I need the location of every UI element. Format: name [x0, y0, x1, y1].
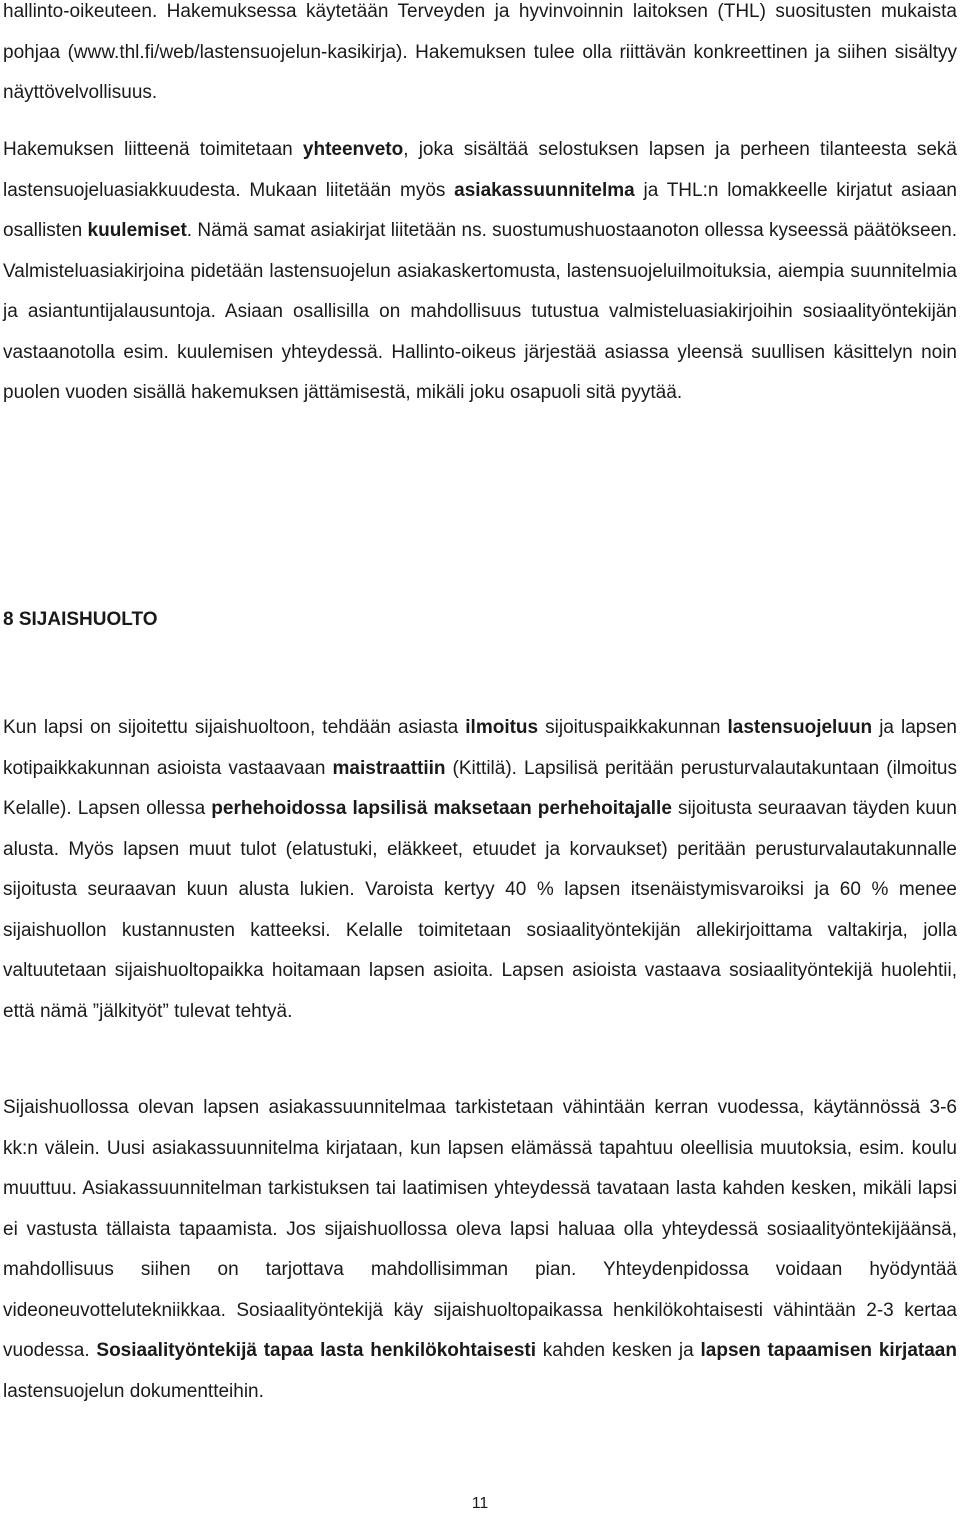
text-run: (Kittilä). Lapsilisä peritään perusturvalautakuntaan (ilmoitus Kelalle). Lapsen ollessa	[3, 757, 957, 819]
bold-term: Sosiaalityöntekijä tapaa lasta henkilökohtaisesti	[96, 1340, 536, 1361]
text-run: sijoituspaikkakunnan	[538, 717, 728, 738]
text-run: Sijaishuollossa olevan lapsen asiakassuunnitelmaa tarkistetaan vähintään kerran vuodessa, käytännössä 3-6 kk:n välein. Uusi asiakassuunnitelma kirjataan, kun lapsen elämässä tapahtuu oleellisia muutoksia, esim. koulu muuttuu. Asiakassuunnitelman tarkistuksen tai laatimisen yhteydessä tavataan lasta kahden kesken, mikäli lapsi ei vastusta tällaista tapaamista. Jos sijaishuollossa oleva lapsi haluaa olla yhteydessä sosiaalityöntekijäänsä, mahdollisuus siihen on tarjottava mahdollisimman pian. Yhteydenpidossa voidaan hyödyntää videoneuvottelutekniikkaa. Sosiaalityöntekijä käy sijaishuoltopaikassa henkilökohtaisesti vähintään 2-3 kertaa vuodessa.	[3, 1097, 957, 1361]
text-run: Kun lapsi on sijoitettu sijaishuoltoon, tehdään asiasta	[3, 717, 466, 738]
bold-term: kuulemiset	[87, 220, 187, 241]
text-run: Hakemuksen liitteenä toimitetaan	[3, 139, 303, 160]
bold-term: asiakassuunnitelma	[454, 179, 635, 201]
paragraph	[3, 1088, 957, 1412]
paragraph	[3, 130, 957, 414]
paragraph	[3, 708, 957, 1032]
text-run: kahden kesken ja	[536, 1340, 701, 1361]
page-number: 11	[471, 1495, 489, 1512]
bold-term: lapsen tapaamisen kirjataan	[700, 1340, 957, 1361]
text-run: lastensuojelun dokumentteihin.	[3, 1380, 264, 1402]
text-run: . Nämä samat asiakirjat liitetään ns. suostumushuostaanoton ollessa kyseessä päätökseen. Valmisteluasiakirjoina pidetään lastensuojelun asiakaskertomusta, lastensuojeluilmoituksia, aiempia suunnitelmia ja asiantuntijalausuntoja. Asiaan osallisilla on mahdollisuus tutustua valmisteluasiakirjoihin sosiaalityöntekijän vastaanotolla esim. kuulemisen yhteydessä. Hallinto-oikeus järjestää asiassa yleensä suullisen käsittelyn noin puolen vuoden sisällä hakemuksen jättämisestä, mikäli joku osapuoli sitä pyytää.	[3, 220, 957, 403]
text-run: ja lapsen kotipaikkakunnan asioista vastaavaan	[3, 717, 958, 779]
bold-term: yhteenveto	[302, 139, 404, 160]
bold-term: perhehoidossa lapsilisä maksetaan perhehoitajalle	[211, 798, 672, 819]
bold-term: lastensuojeluun	[727, 717, 873, 738]
text-run: hallinto-oikeuteen. Hakemuksessa käytetään Terveyden ja hyvinvoinnin laitoksen (THL) suositusten mukaista pohjaa (www.thl.fi/web/lastensuojelun-kasikirja). Hakemuksen tulee olla riittävän konkreettinen ja siihen sisältyy näyttövelvollisuus.	[3, 1, 957, 103]
paragraph	[3, 0, 957, 114]
text-run: ja THL:n lomakkeelle kirjatut asiaan osallisten	[3, 179, 957, 241]
text-run: sijoitusta seuraavan täyden kuun alusta. Myös lapsen muut tulot (elatustuki, eläkkeet, etuudet ja korvaukset) peritään perusturvalautakunnalle sijoitusta seuraavan kuun alusta lukien. Varoista kertyy 40 % lapsen itsenäistymisvaroiksi ja 60 % menee sijaishuollon kustannusten katteeksi. Kelalle toimitetaan sosiaalityöntekijän allekirjoittama valtakirja, jolla valtuutetaan sijaishuoltopaikka hoitamaan lapsen asioita. Lapsen asioista vastaava sosiaalityöntekijä huolehtii, että nämä ”jälkityöt” tulevat tehtyä.	[3, 798, 957, 1022]
bold-term: maistraattiin	[332, 757, 446, 779]
bold-term: ilmoitus	[465, 717, 539, 738]
section-heading: 8 SIJAISHUOLTO	[3, 609, 158, 630]
text-run: , joka sisältää selostuksen lapsen ja perheen tilanteesta sekä lastensuojeluasiakkuudesta. Mukaan liitetään myös	[3, 139, 957, 201]
